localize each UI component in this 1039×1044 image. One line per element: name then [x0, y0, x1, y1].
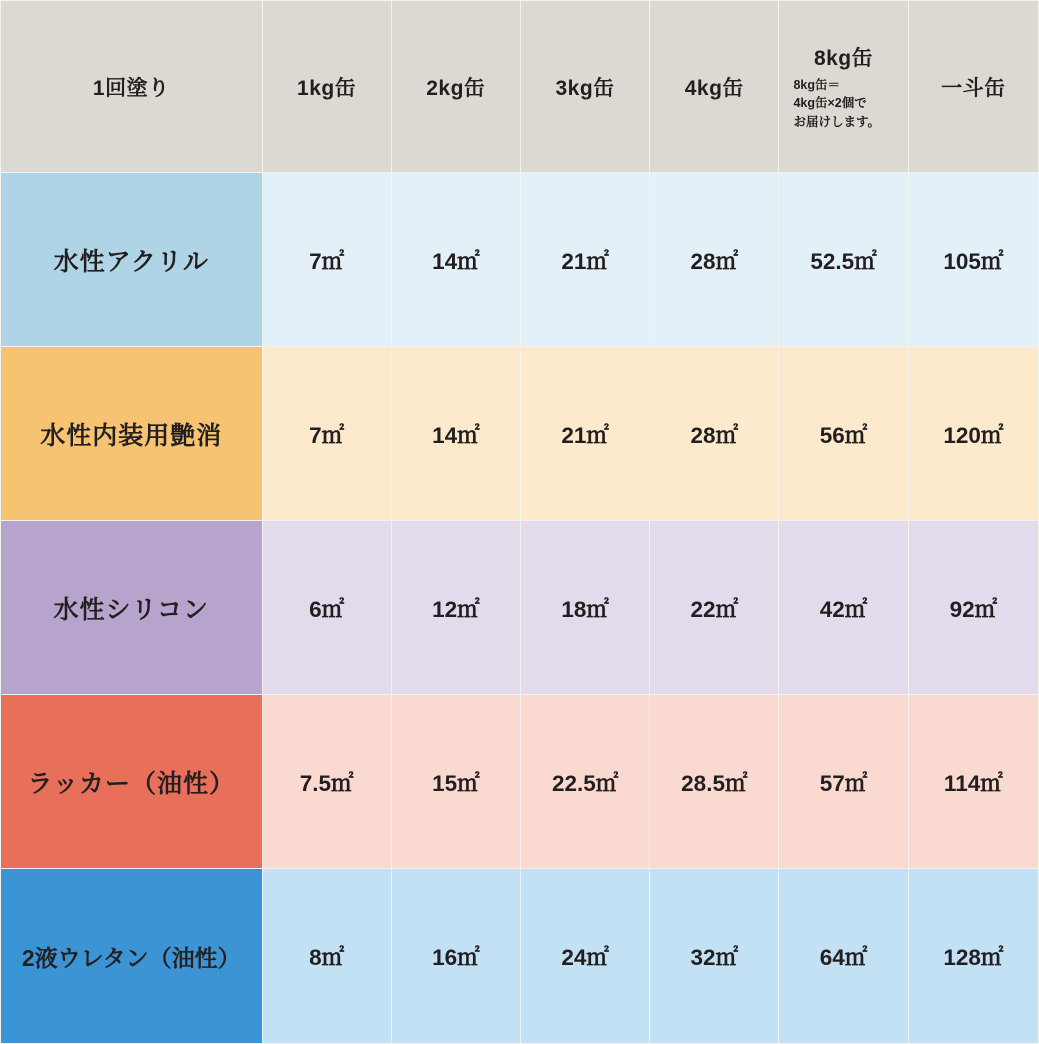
coverage-cell: 32㎡ [650, 869, 779, 1044]
coverage-cell: 14㎡ [391, 347, 520, 521]
table-body [1, 173, 1039, 1044]
header-cell-itto: 一斗缶 [908, 1, 1038, 173]
table-header [1, 1, 1039, 173]
coverage-cell: 18㎡ [520, 521, 649, 695]
row-label: ラッカー（油性） [1, 695, 263, 869]
coverage-cell: 14㎡ [391, 173, 520, 347]
header-cell-1kg: 1kg缶 [262, 1, 391, 173]
coverage-cell: 52.5㎡ [779, 173, 908, 347]
coverage-cell: 12㎡ [391, 521, 520, 695]
coverage-cell: 57㎡ [779, 695, 908, 869]
coverage-cell: 42㎡ [779, 521, 908, 695]
coverage-cell: 7㎡ [262, 173, 391, 347]
coverage-cell: 8㎡ [262, 869, 391, 1044]
table-row [1, 869, 1039, 1044]
coverage-cell: 21㎡ [520, 347, 649, 521]
coverage-cell: 64㎡ [779, 869, 908, 1044]
header-cell-3kg: 3kg缶 [520, 1, 649, 173]
coverage-cell: 28㎡ [650, 347, 779, 521]
coverage-cell: 120㎡ [908, 347, 1038, 521]
row-label: 水性アクリル [1, 173, 263, 347]
header-cell-8kg [779, 1, 908, 173]
table-row [1, 347, 1039, 521]
coverage-cell: 21㎡ [520, 173, 649, 347]
row-label: 2液ウレタン（油性） [1, 869, 263, 1044]
row-label: 水性内装用艶消 [1, 347, 263, 521]
coverage-cell: 22.5㎡ [520, 695, 649, 869]
coverage-cell: 92㎡ [908, 521, 1038, 695]
table-row [1, 695, 1039, 869]
coverage-cell: 16㎡ [391, 869, 520, 1044]
coverage-cell: 105㎡ [908, 173, 1038, 347]
row-label: 水性シリコン [1, 521, 263, 695]
header-cell-8kg-note: 8kg缶＝ 4kg缶×2個で お届けします。 [793, 78, 880, 129]
coverage-cell: 28㎡ [650, 173, 779, 347]
coverage-cell: 56㎡ [779, 347, 908, 521]
header-cell-row-label: 1回塗り [1, 1, 263, 173]
coverage-cell: 128㎡ [908, 869, 1038, 1044]
table-row [1, 521, 1039, 695]
coverage-cell: 7㎡ [262, 347, 391, 521]
header-cell-8kg-label: 8kg缶 [813, 47, 874, 71]
coverage-cell: 7.5㎡ [262, 695, 391, 869]
header-row [1, 1, 1039, 173]
coverage-cell: 6㎡ [262, 521, 391, 695]
table-row [1, 173, 1039, 347]
coverage-cell: 22㎡ [650, 521, 779, 695]
header-cell-2kg: 2kg缶 [391, 1, 520, 173]
coverage-cell: 114㎡ [908, 695, 1038, 869]
coverage-cell: 28.5㎡ [650, 695, 779, 869]
coverage-cell: 24㎡ [520, 869, 649, 1044]
header-cell-4kg: 4kg缶 [650, 1, 779, 173]
coverage-cell: 15㎡ [391, 695, 520, 869]
